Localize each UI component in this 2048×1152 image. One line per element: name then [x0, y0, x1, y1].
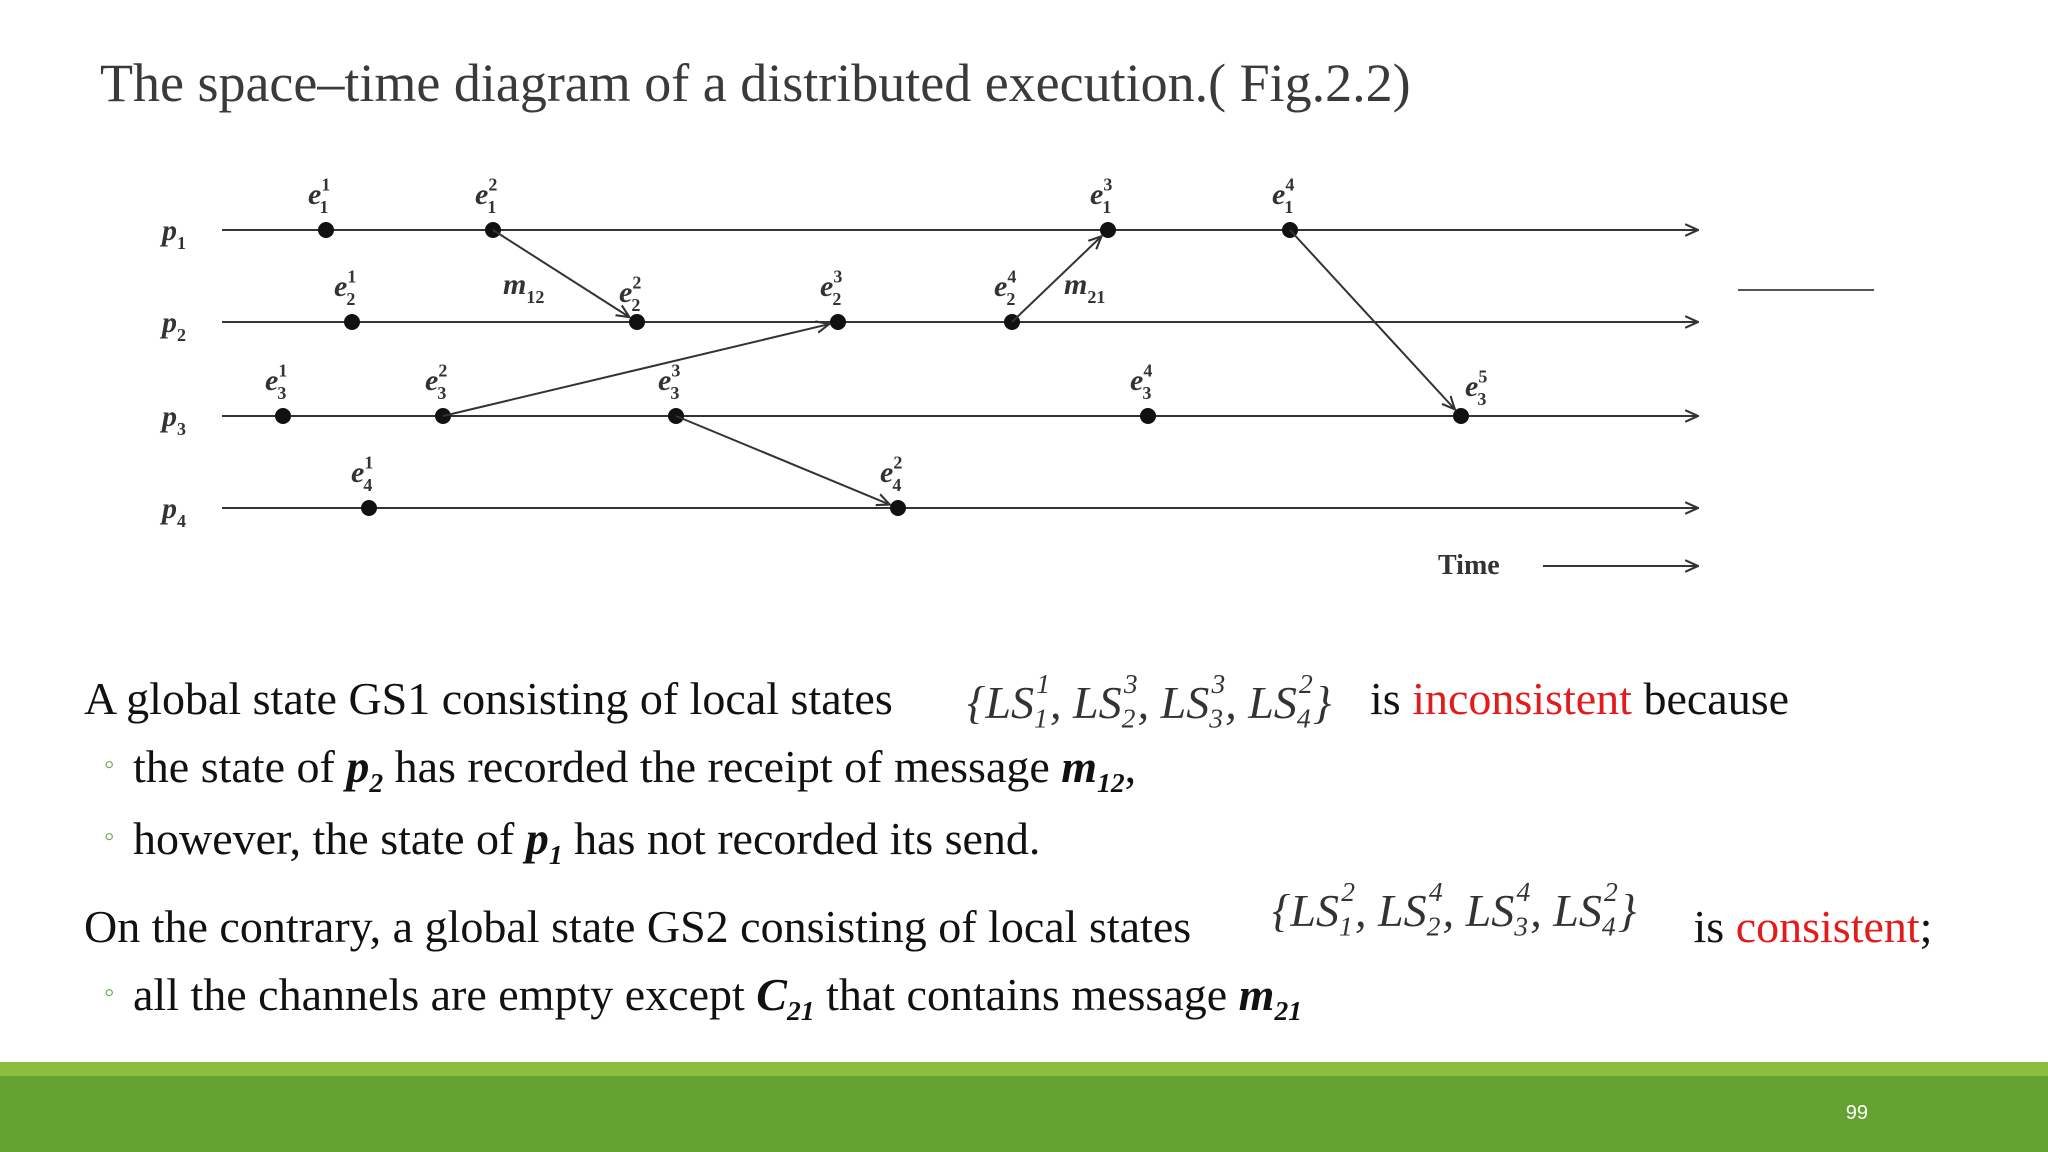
gs1-verdict: inconsistent: [1412, 673, 1632, 724]
gs1-set-formula: {$LS_1^1$, $LS_2^3$, $LS_3^3$, $LS_4^2$}: [967, 668, 1332, 734]
gs2-suffix: ;: [1919, 901, 1933, 952]
event-label: $e^1$ 4: [351, 452, 374, 495]
event-dot: [275, 408, 291, 424]
footer-bar: [0, 1076, 2048, 1152]
local-state-term: $LS_3^3$: [1160, 668, 1226, 734]
process-label: $p_1$: [162, 214, 186, 253]
event-dot: [318, 222, 334, 238]
local-state-term: $LS_2^4$: [1378, 876, 1443, 942]
gs1-bullet-1: the state of $p_2$ has recorded the receipt of message $m_{12}$,: [133, 741, 1137, 799]
event-label: $e^1$ 1: [308, 174, 330, 217]
event-dot: [629, 314, 645, 330]
message-label-m21: $m_{21}$: [1064, 268, 1106, 307]
event-label: $e^2$ 3: [425, 360, 448, 403]
gs2-bullet-1: all the channels are empty except $C_{21}$ that contains message $m_{21}$: [133, 969, 1303, 1027]
local-state-term: $LS_1^2$: [1290, 876, 1356, 942]
process-label: $p_2$: [162, 306, 186, 345]
gs2-verdict-line: [1682, 900, 1932, 953]
event-dot: [344, 314, 360, 330]
event-label: $e^2$ 4: [880, 452, 903, 495]
event-label: $e^3$ 1: [1090, 174, 1113, 217]
event-dot: [1140, 408, 1156, 424]
gs1-sentence: [84, 672, 893, 725]
space-time-diagram: [0, 150, 2048, 610]
page-number: 99: [1845, 1102, 1868, 1124]
gs1-suffix: because: [1631, 673, 1790, 724]
event-label: $e^1$ 2: [334, 266, 357, 309]
event-label: $e^4$ 3: [1130, 360, 1153, 403]
message-arrow: [676, 416, 890, 505]
message-label-m12: $m_{12}$: [503, 268, 545, 307]
event-label: $e^1$ 3: [265, 360, 288, 403]
event-label: $e^3$ 3: [658, 360, 681, 403]
footer-accent-bar: [0, 1062, 2048, 1076]
gs2-prefix: On the contrary, a global state GS2 consisting of local states: [84, 901, 1192, 952]
event-label: $e^3$ 2: [820, 266, 843, 309]
gs1-bullet-2: however, the state of $p_1$ has not recorded its send.: [133, 813, 1041, 871]
time-axis-label: Time: [1438, 550, 1500, 581]
gs1-verdict-line: [1370, 672, 1789, 725]
event-dot: [1453, 408, 1469, 424]
message-arrow: [1290, 230, 1455, 409]
slide-title: The space–time diagram of a distributed execution.( Fig.2.2): [100, 53, 1411, 113]
gs1-mid: is: [1370, 673, 1401, 724]
message-arrow: [443, 324, 829, 416]
gs1-local-states-set: [967, 668, 1331, 734]
event-dot: [830, 314, 846, 330]
event-label: $e^2$ 1: [475, 174, 498, 217]
event-dot: [361, 500, 377, 516]
bullet-marker: ◦: [104, 748, 115, 781]
event-dot: [890, 500, 906, 516]
gs2-local-states-set: [1272, 876, 1636, 942]
gs2-verdict: consistent: [1735, 901, 1920, 952]
message-arrow: [1012, 236, 1102, 322]
event-label: $e^4$ 2: [994, 266, 1017, 309]
local-state-term: $LS_1^1$: [985, 668, 1051, 734]
bullet-marker: ◦: [104, 976, 115, 1009]
event-label: $e^2$ 2: [619, 272, 642, 315]
process-label: $p_4$: [162, 492, 186, 531]
gs1-prefix: A global state GS1 consisting of local states: [84, 673, 893, 724]
local-state-term: $LS_2^3$: [1073, 668, 1138, 734]
local-state-term: $LS_3^4$: [1465, 876, 1531, 942]
gs2-set-formula: {$LS_1^2$, $LS_2^4$, $LS_3^4$, $LS_4^2$}: [1272, 876, 1637, 942]
event-label: $e^5$ 3: [1465, 366, 1488, 409]
gs2-sentence: [84, 900, 1191, 953]
gs2-mid: is: [1682, 901, 1736, 952]
event-label: $e^4$ 1: [1272, 174, 1295, 217]
bullet-marker: ◦: [104, 820, 115, 853]
event-dot: [1100, 222, 1116, 238]
local-state-term: $LS_4^2$: [1248, 668, 1313, 734]
decorative-line: [1738, 289, 1874, 291]
local-state-term: $LS_4^2$: [1553, 876, 1618, 942]
process-label: $p_3$: [162, 400, 186, 439]
